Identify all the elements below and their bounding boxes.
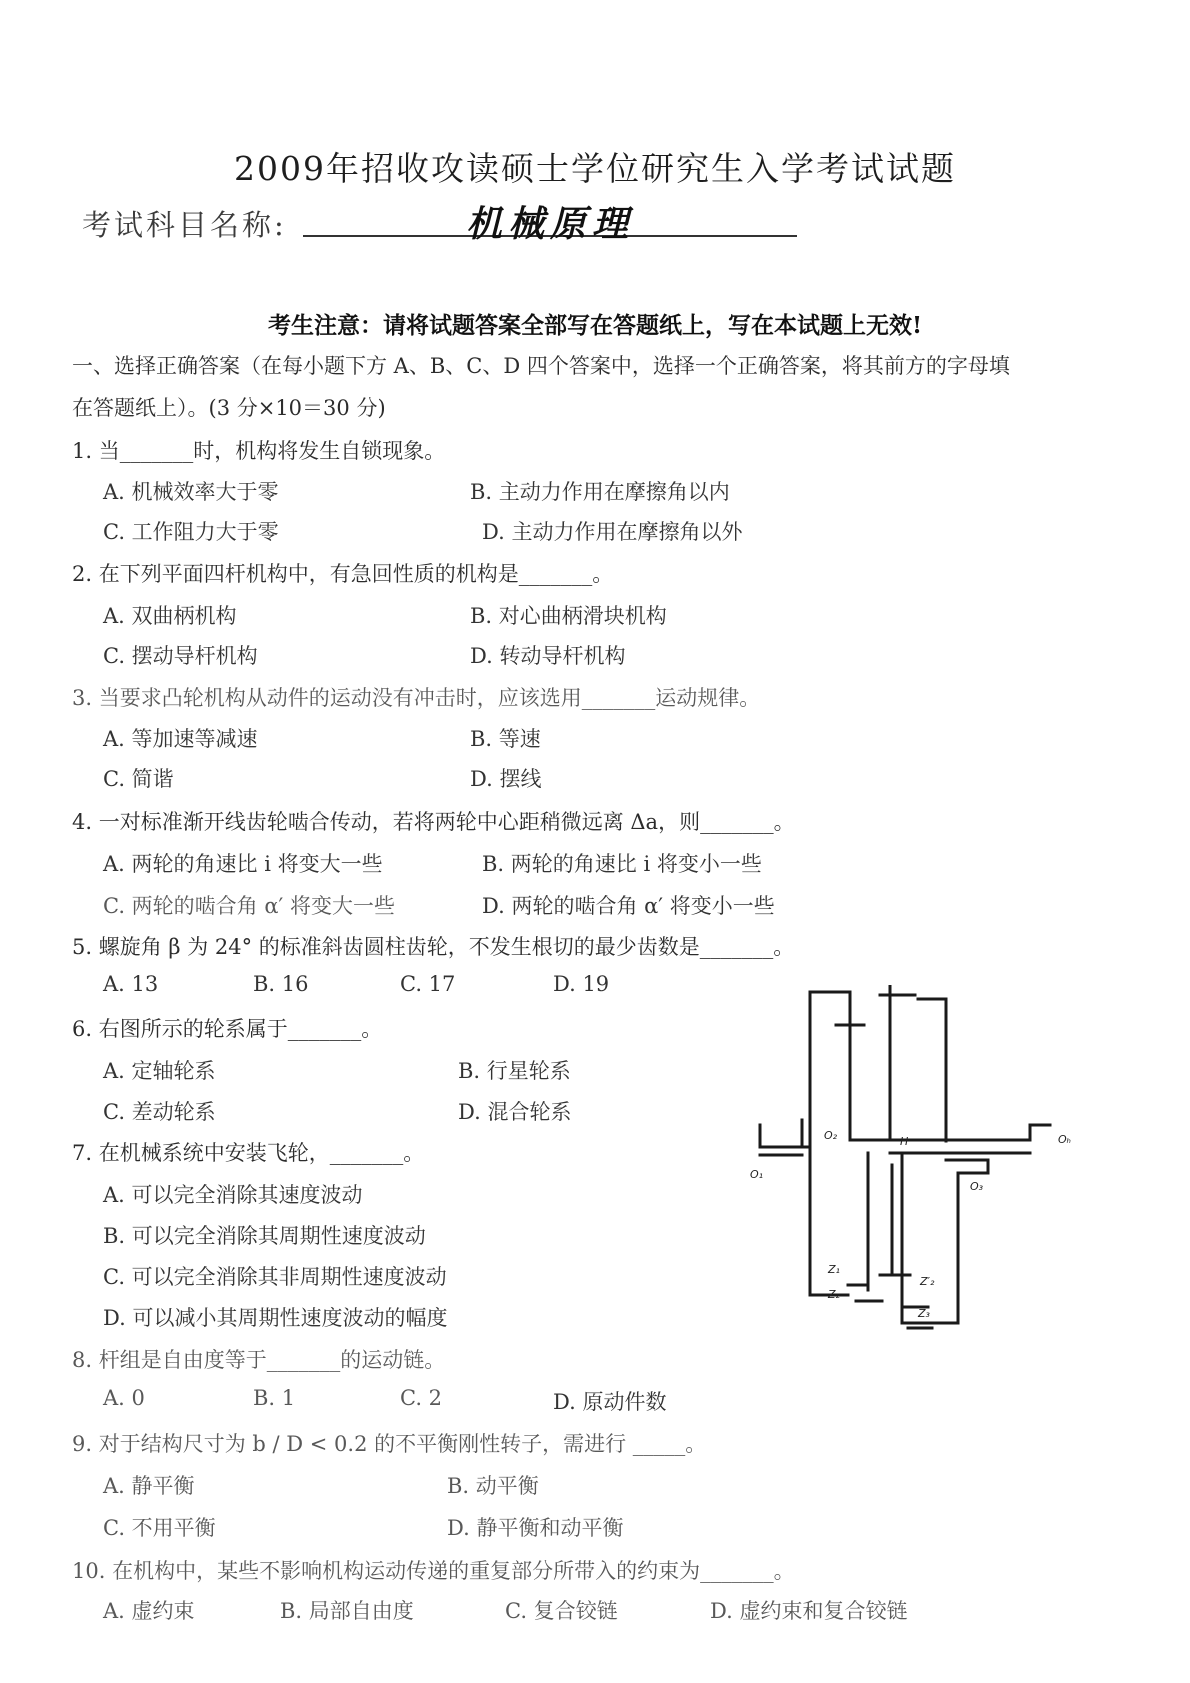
- option-b: B. 等速: [470, 727, 541, 751]
- question-stem: 10. 在机构中，某些不影响机构运动传递的重复部分所带入的约束为_______。: [72, 1559, 795, 1583]
- option-b: B. 可以完全消除其周期性速度波动: [103, 1224, 426, 1248]
- label-z2-prime: Z′₂: [920, 1275, 935, 1288]
- option-a: A. 等加速等减速: [103, 727, 258, 751]
- gear-train-diagram: [740, 985, 1080, 1340]
- question-stem: 5. 螺旋角 β 为 24° 的标准斜齿圆柱齿轮，不发生根切的最少齿数是_______。: [72, 935, 795, 959]
- subject-label: 考试科目名称:: [82, 208, 287, 242]
- label-z2: Z₂: [828, 1288, 840, 1301]
- option-b: B. 主动力作用在摩擦角以内: [470, 480, 730, 504]
- label-o3: O₃: [970, 1180, 984, 1193]
- subject-value: 机械原理: [465, 203, 634, 245]
- option-b: B. 行星轮系: [458, 1059, 571, 1083]
- option-a: A. 定轴轮系: [103, 1059, 216, 1083]
- option-c: C. 可以完全消除其非周期性速度波动: [103, 1265, 447, 1289]
- option-d: D. 摆线: [470, 767, 542, 791]
- option-a: A. 13: [103, 972, 159, 996]
- option-c: C. 两轮的啮合角 α′ 将变大一些: [103, 894, 395, 918]
- question-stem: 8. 杆组是自由度等于_______的运动链。: [72, 1348, 446, 1372]
- option-b: B. 两轮的角速比 i 将变小一些: [482, 852, 762, 876]
- option-d: D. 两轮的啮合角 α′ 将变小一些: [482, 894, 775, 918]
- option-c: C. 复合铰链: [505, 1599, 618, 1623]
- question-stem: 2. 在下列平面四杆机构中，有急回性质的机构是_______。: [72, 562, 614, 586]
- option-c: C. 17: [400, 972, 456, 996]
- option-d: D. 19: [553, 972, 610, 996]
- option-d: D. 静平衡和动平衡: [447, 1516, 624, 1540]
- section-instruction-line1: 一、选择正确答案（在每小题下方 A、B、C、D 四个答案中，选择一个正确答案，将其前方的字母填: [72, 354, 1010, 378]
- option-a: A. 0: [103, 1386, 145, 1410]
- option-a: A. 两轮的角速比 i 将变大一些: [103, 852, 383, 876]
- question-stem: 3. 当要求凸轮机构从动件的运动没有冲击时，应该选用_______运动规律。: [72, 686, 761, 710]
- option-c: C. 摆动导杆机构: [103, 644, 258, 668]
- option-a: A. 双曲柄机构: [103, 604, 237, 628]
- label-oh: Oₕ: [1058, 1133, 1072, 1146]
- label-z3: Z₃: [918, 1307, 930, 1320]
- option-d: D. 主动力作用在摩擦角以外: [482, 520, 743, 544]
- exam-title: 2009年招收攻读硕士学位研究生入学考试试题: [234, 149, 956, 188]
- option-a: A. 虚约束: [103, 1599, 195, 1623]
- option-b: B. 1: [253, 1386, 296, 1410]
- option-a: A. 静平衡: [103, 1474, 195, 1498]
- option-a: A. 可以完全消除其速度波动: [103, 1183, 363, 1207]
- option-d: D. 虚约束和复合铰链: [710, 1599, 908, 1623]
- question-stem: 9. 对于结构尺寸为 b / D < 0.2 的不平衡刚性转子，需进行 _____。: [72, 1432, 707, 1456]
- option-d: D. 原动件数: [553, 1390, 667, 1414]
- label-o2: O₂: [824, 1129, 838, 1142]
- section-instruction-line2: 在答题纸上）。(3 分×10＝30 分): [72, 396, 386, 420]
- option-b: B. 局部自由度: [280, 1599, 414, 1623]
- label-h: H: [900, 1135, 909, 1148]
- option-c: C. 不用平衡: [103, 1516, 216, 1540]
- question-stem: 7. 在机械系统中安装飞轮，_______。: [72, 1141, 425, 1165]
- option-d: D. 可以减小其周期性速度波动的幅度: [103, 1306, 448, 1330]
- option-c: C. 简谐: [103, 767, 174, 791]
- option-b: B. 16: [253, 972, 309, 996]
- option-d: D. 转动导杆机构: [470, 644, 626, 668]
- question-stem: 6. 右图所示的轮系属于_______。: [72, 1017, 383, 1041]
- question-stem: 1. 当_______时，机构将发生自锁现象。: [72, 439, 446, 463]
- option-a: A. 机械效率大于零: [103, 480, 279, 504]
- option-c: C. 2: [400, 1386, 443, 1410]
- option-b: B. 动平衡: [447, 1474, 539, 1498]
- option-d: D. 混合轮系: [458, 1100, 572, 1124]
- question-stem: 4. 一对标准渐开线齿轮啮合传动，若将两轮中心距稍微远离 Δa，则_______。: [72, 810, 795, 834]
- label-o1: O₁: [750, 1168, 764, 1181]
- option-b: B. 对心曲柄滑块机构: [470, 604, 667, 628]
- label-z1: Z₁: [828, 1263, 840, 1276]
- option-c: C. 差动轮系: [103, 1100, 216, 1124]
- option-c: C. 工作阻力大于零: [103, 520, 279, 544]
- exam-notice: 考生注意：请将试题答案全部写在答题纸上，写在本试题上无效!: [267, 312, 923, 339]
